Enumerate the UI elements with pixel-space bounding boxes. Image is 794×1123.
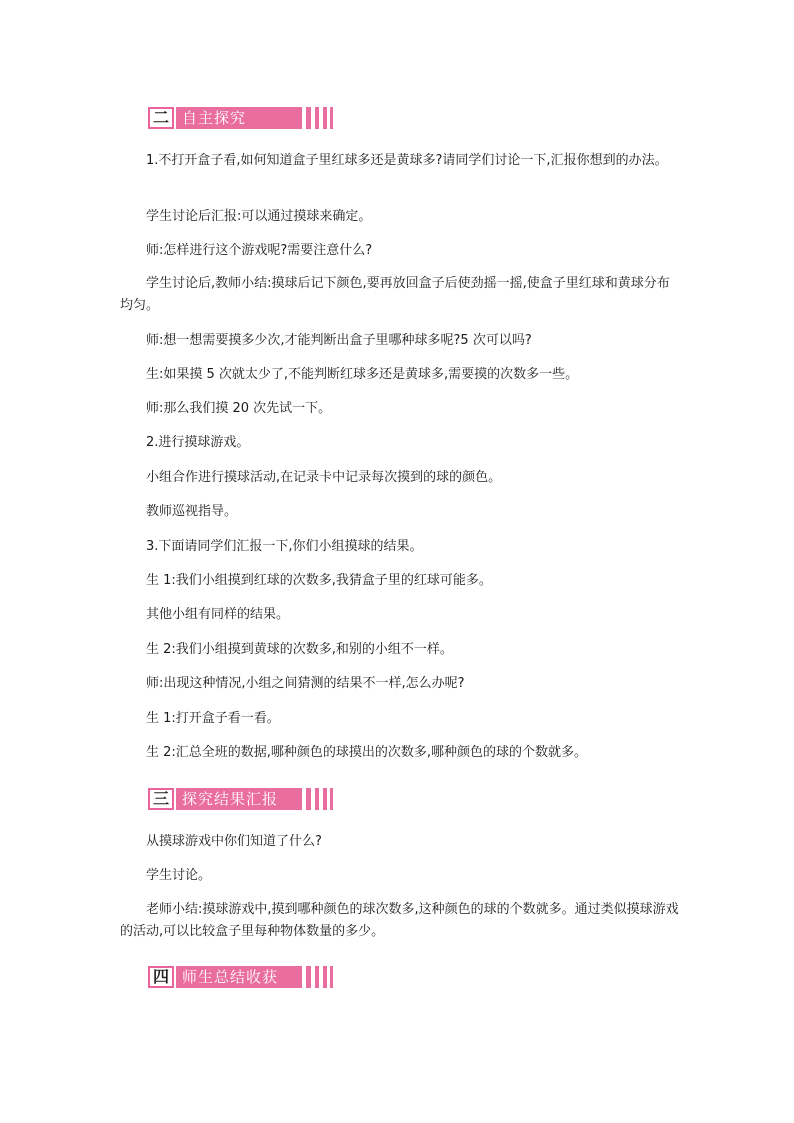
paragraph: 生 1:我们小组摸到红球的次数多,我猜盒子里的红球可能多。: [146, 573, 492, 588]
section-header-2: [148, 107, 334, 129]
paragraph: 学生讨论后,教师小结:摸球后记下颜色,要再放回盒子后使劲摇一摇,使盒子里红球和黄球分布均匀。: [120, 276, 670, 313]
decor-stripe: [323, 966, 327, 988]
paragraph: 老师小结:摸球游戏中,摸到哪种颜色的球次数多,这种颜色的球的个数就多。通过类似摸球游戏的活动,可以比较盒子里每种物体数量的多少。: [120, 902, 679, 939]
decor-stripe: [330, 788, 333, 810]
decor-stripe: [330, 966, 333, 988]
paragraph: 师:出现这种情况,小组之间猜测的结果不一样,怎么办呢?: [146, 676, 465, 691]
section-number: 二: [148, 107, 174, 129]
paragraph: 3.下面请同学们汇报一下,你们小组摸球的结果。: [146, 539, 423, 554]
paragraph: 师:那么我们摸 20 次先试一下。: [146, 401, 332, 416]
decor-stripe: [323, 107, 327, 129]
decor-stripe: [306, 966, 311, 988]
paragraph: 学生讨论后汇报:可以通过摸球来确定。: [146, 209, 372, 224]
paragraph: 从摸球游戏中你们知道了什么?: [146, 834, 322, 849]
section-header-4: [148, 966, 334, 988]
section-title: 探究结果汇报: [176, 788, 302, 810]
decor-stripe: [315, 788, 319, 810]
paragraph: 师:想一想需要摸多少次,才能判断出盒子里哪种球多呢?5 次可以吗?: [146, 333, 532, 348]
paragraph: 2.进行摸球游戏。: [146, 435, 250, 450]
paragraph: 其他小组有同样的结果。: [146, 607, 290, 622]
decor-stripe: [306, 107, 311, 129]
paragraph: 生 2:我们小组摸到黄球的次数多,和别的小组不一样。: [146, 642, 453, 657]
decor-stripe: [330, 107, 333, 129]
paragraph: 1.不打开盒子看,如何知道盒子里红球多还是黄球多?请同学们讨论一下,汇报你想到的办法。: [146, 153, 668, 168]
decor-stripe: [306, 788, 311, 810]
section-number: 四: [148, 966, 174, 988]
paragraph: 学生讨论。: [146, 868, 212, 883]
paragraph: 生:如果摸 5 次就太少了,不能判断红球多还是黄球多,需要摸的次数多一些。: [146, 367, 579, 382]
paragraph: 教师巡视指导。: [146, 504, 238, 519]
section-title: 师生总结收获: [176, 966, 302, 988]
decor-stripe: [323, 788, 327, 810]
section-header-3: [148, 788, 334, 810]
section-number: 三: [148, 788, 174, 810]
paragraph: 师:怎样进行这个游戏呢?需要注意什么?: [146, 243, 373, 258]
paragraph: 小组合作进行摸球活动,在记录卡中记录每次摸到的球的颜色。: [146, 470, 502, 485]
paragraph: 生 2:汇总全班的数据,哪种颜色的球摸出的次数多,哪种颜色的球的个数就多。: [146, 745, 588, 760]
paragraph: 生 1:打开盒子看一看。: [146, 711, 280, 726]
decor-stripe: [315, 966, 319, 988]
decor-stripe: [315, 107, 319, 129]
section-title: 自主探究: [176, 107, 302, 129]
